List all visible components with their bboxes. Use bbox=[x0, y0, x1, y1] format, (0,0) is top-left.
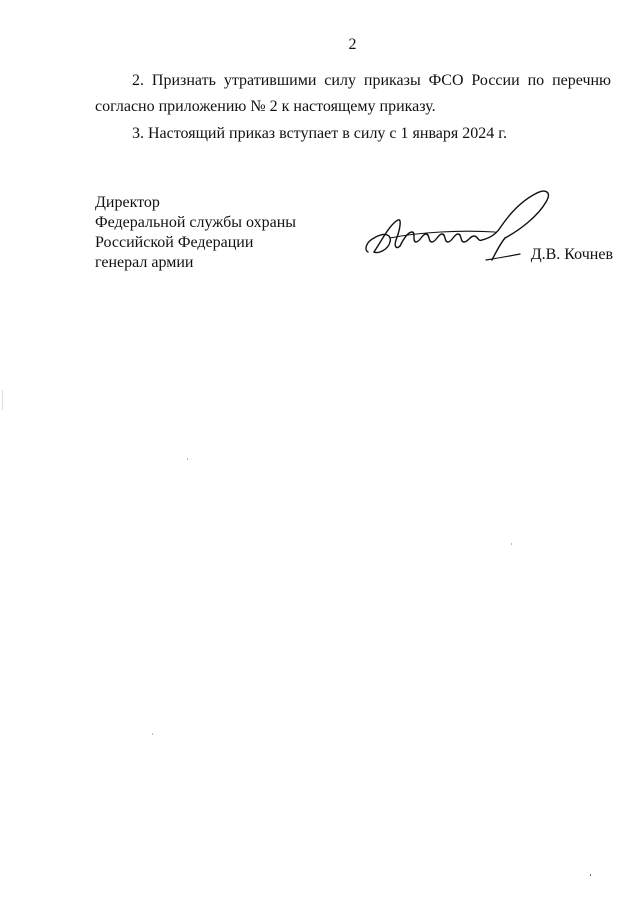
paragraph-3: 3. Настоящий приказ вступает в силу с 1 января 2024 г. bbox=[132, 125, 508, 142]
signatory-title-block bbox=[95, 193, 296, 273]
paragraph-2-continuation bbox=[95, 94, 436, 120]
signatory-position: Директор bbox=[95, 194, 160, 211]
paragraph-2 bbox=[95, 68, 611, 94]
scan-speck bbox=[152, 733, 153, 735]
signer-name: Д.В. Кочнев bbox=[530, 246, 613, 263]
scan-speck bbox=[511, 543, 512, 545]
page-number: 2 bbox=[348, 36, 357, 53]
paragraph-2-line-2: согласно приложению № 2 к настоящему приказу. bbox=[95, 98, 436, 115]
signatory-country: Российской Федерации bbox=[95, 234, 254, 251]
scan-speck bbox=[187, 458, 188, 460]
paragraph-2-line-1: 2. Признать утратившими силу приказы ФСО России по перечню bbox=[132, 72, 611, 89]
scan-speck bbox=[2, 390, 3, 410]
signatory-rank: генерал армии bbox=[95, 254, 194, 271]
scan-speck bbox=[590, 874, 591, 876]
signatory-organization: Федеральной службы охраны bbox=[95, 214, 297, 231]
